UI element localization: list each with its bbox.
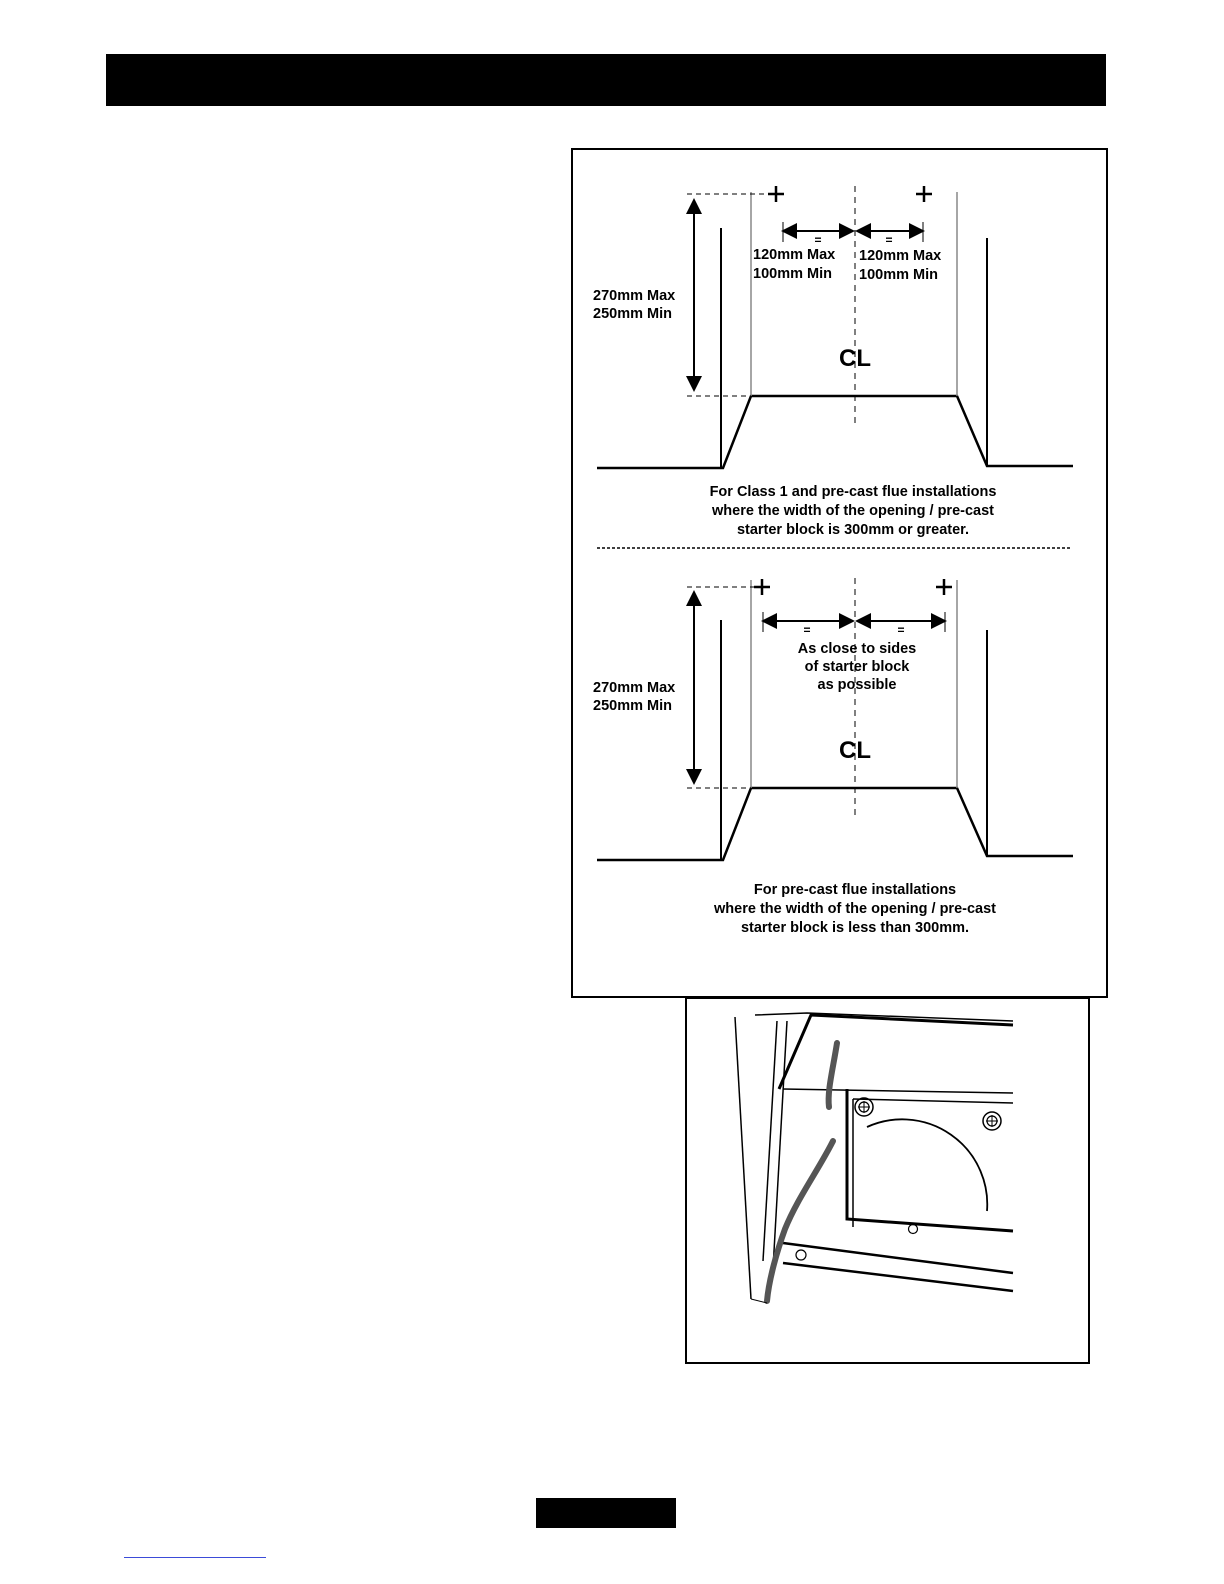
hose-lower	[767, 1141, 833, 1301]
caption-line-2-bottom: where the width of the opening / pre-cast	[714, 901, 996, 917]
note-line-3-bottom: as possible	[817, 677, 897, 693]
caption-line-1-bottom: For pre-cast flue installations	[753, 882, 957, 898]
fixing-cross-left-top	[768, 186, 784, 202]
height-dim-min-top: 250mm Min	[593, 306, 672, 322]
fixing-position-figure	[571, 148, 1108, 998]
footer-page-box	[536, 1498, 676, 1528]
equal-sign-right-bottom: =	[897, 623, 905, 637]
bottom-diagram	[593, 578, 1073, 936]
header-bar	[106, 54, 1106, 106]
equal-sign-right-top: =	[885, 233, 893, 247]
fixing-position-diagram	[573, 150, 1110, 1000]
centreline-symbol-bottom: CL	[839, 737, 871, 764]
hose-upper	[829, 1043, 837, 1107]
chamber-outline-top	[597, 396, 1073, 468]
width-dim-left-max-top: 120mm Max	[753, 247, 836, 263]
caption-line-3-top: starter block is 300mm or greater.	[736, 522, 970, 538]
height-dim-max-top: 270mm Max	[593, 288, 676, 304]
equal-sign-left-bottom: =	[803, 623, 811, 637]
height-dim-min-bottom: 250mm Min	[593, 698, 672, 714]
note-line-1-bottom: As close to sides	[797, 641, 917, 657]
width-dim-right-max-top: 120mm Max	[859, 248, 942, 264]
width-dim-right-min-top: 100mm Min	[859, 267, 938, 283]
note-line-2-bottom: of starter block	[804, 659, 910, 675]
caption-line-3-bottom: starter block is less than 300mm.	[740, 920, 970, 936]
footer-link-underline[interactable]	[124, 1557, 266, 1558]
equal-sign-left-top: =	[814, 233, 822, 247]
fixing-cross-left-bottom	[754, 579, 770, 595]
screw-right	[983, 1112, 1001, 1130]
height-dim-max-bottom: 270mm Max	[593, 680, 676, 696]
chamber-outline-bottom	[597, 788, 1073, 860]
width-dim-left-min-top: 100mm Min	[753, 266, 832, 282]
fixing-cross-right-bottom	[936, 579, 952, 595]
caption-line-1-top: For Class 1 and pre-cast flue installations	[709, 484, 997, 500]
screw-left	[855, 1098, 873, 1116]
pipe-illustration	[687, 999, 1092, 1366]
fixing-cross-right-top	[916, 186, 932, 202]
pipe-illustration-figure	[685, 997, 1090, 1364]
caption-line-2-top: where the width of the opening / pre-cast	[712, 503, 994, 519]
centreline-symbol-top: CL	[839, 345, 871, 372]
top-diagram	[593, 186, 1073, 538]
